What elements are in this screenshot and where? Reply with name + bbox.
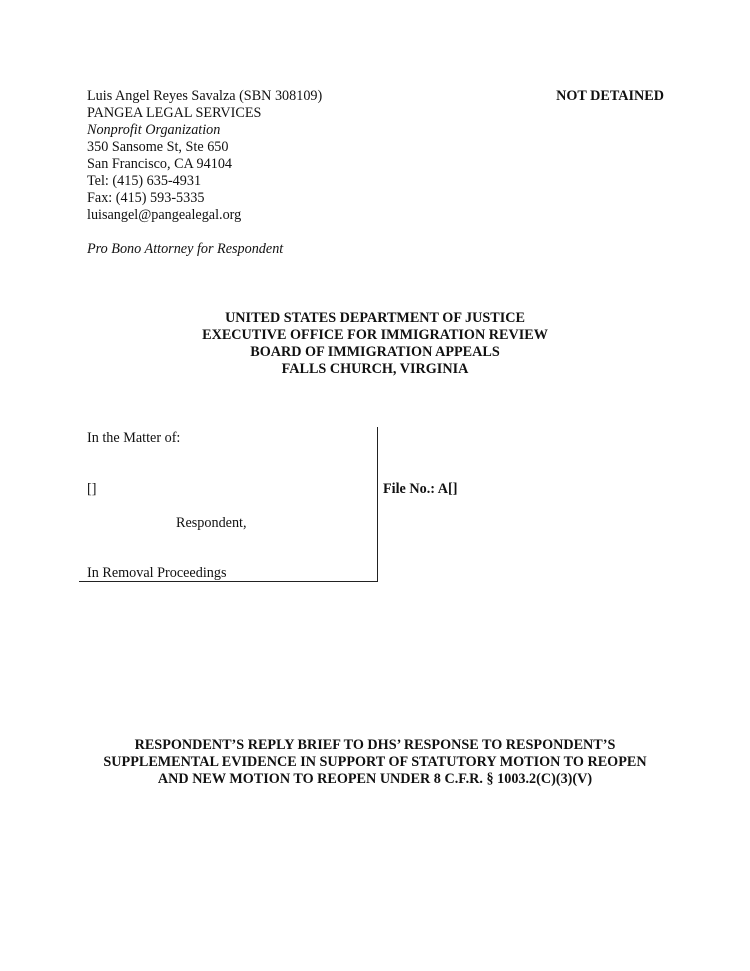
- court-line-4: FALLS CHURCH, VIRGINIA: [281, 361, 469, 377]
- court-line-2: EXECUTIVE OFFICE FOR IMMIGRATION REVIEW: [202, 327, 548, 343]
- attorney-name: Luis Angel Reyes Savalza (SBN 308109): [87, 88, 323, 104]
- title-line-3: AND NEW MOTION TO REOPEN UNDER 8 C.F.R. § 1003.2(C)(3)(V): [157, 771, 593, 787]
- court-heading: [0, 310, 750, 378]
- spacer: [87, 224, 322, 241]
- proceedings-label: In Removal Proceedings: [87, 565, 227, 581]
- respondent-label: Respondent,: [176, 515, 247, 531]
- matter-of-label: In the Matter of:: [87, 430, 181, 446]
- file-number: File No.: A[]: [383, 481, 458, 497]
- attorney-role: Pro Bono Attorney for Respondent: [87, 241, 284, 257]
- custody-status: NOT DETAINED: [556, 88, 664, 104]
- respondent-name: []: [87, 481, 97, 497]
- address-line-1: 350 Sansome St, Ste 650: [87, 139, 229, 155]
- attorney-info-block: [87, 88, 322, 258]
- title-line-2: SUPPLEMENTAL EVIDENCE IN SUPPORT OF STATUTORY MOTION TO REOPEN: [103, 754, 647, 770]
- email: luisangel@pangealegal.org: [87, 207, 242, 223]
- address-line-2: San Francisco, CA 94104: [87, 156, 233, 172]
- telephone: Tel: (415) 635-4931: [87, 173, 202, 189]
- court-line-3: BOARD OF IMMIGRATION APPEALS: [250, 344, 500, 360]
- court-line-1: UNITED STATES DEPARTMENT OF JUSTICE: [225, 310, 525, 326]
- document-title: [0, 737, 750, 788]
- organization-type: Nonprofit Organization: [87, 122, 221, 138]
- organization-name: PANGEA LEGAL SERVICES: [87, 105, 262, 121]
- fax: Fax: (415) 593-5335: [87, 190, 205, 206]
- case-caption-box: [79, 427, 378, 582]
- title-line-1: RESPONDENT’S REPLY BRIEF TO DHS’ RESPONSE TO RESPONDENT’S: [134, 737, 616, 753]
